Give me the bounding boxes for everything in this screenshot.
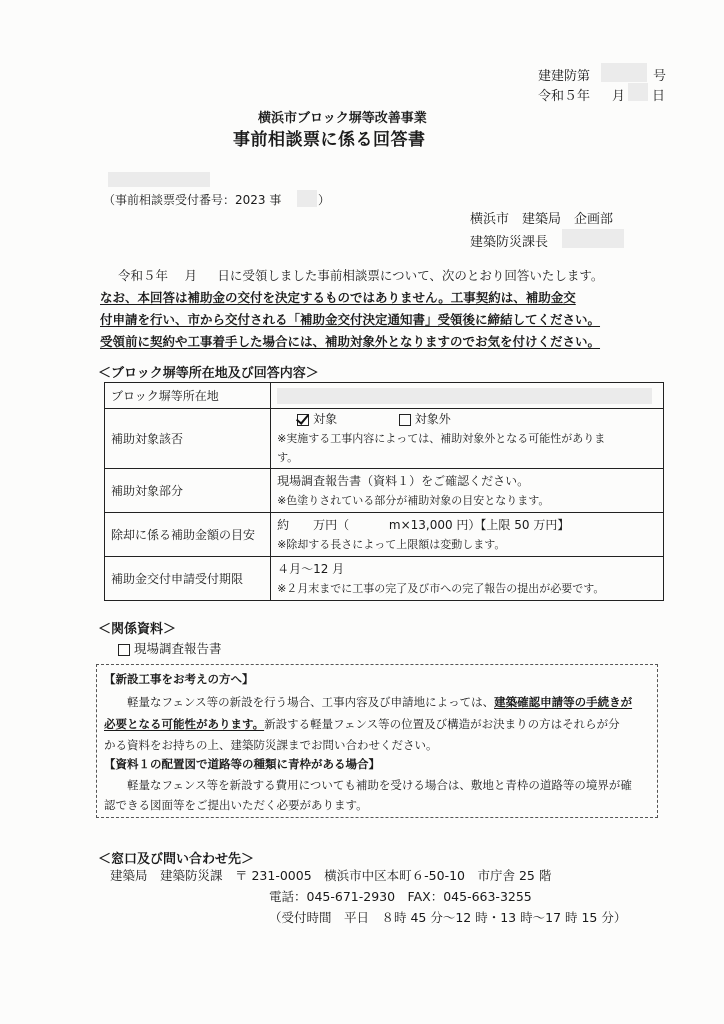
notice-emphasis-1: 建築確認申請等の手続きが [494, 695, 633, 709]
not-eligible-checkbox[interactable] [399, 414, 411, 426]
notice-line-2-text: 新設する軽量フェンス等の位置及び構造がお決まりの方はそれらが分 [264, 717, 620, 731]
contact-heading: ＜窓口及び問い合わせ先＞ [98, 852, 255, 867]
warning-line-3: 受領前に契約や工事着手した場合には、補助対象外となりますのでお気を付けください。 [100, 334, 601, 349]
table-row [105, 513, 664, 557]
notice-line-4: 軽量なフェンス等を新設する費用についても補助を受ける場合は、敷地と青枠の道路等の境界が確 [104, 778, 632, 792]
value-subsidy-part [271, 469, 664, 513]
document-number-prefix: 建建防第 [538, 69, 591, 84]
redacted-receipt-number [297, 190, 317, 207]
eligible-label: 対象 [313, 412, 338, 426]
label-subsidy-part: 補助対象部分 [105, 469, 271, 513]
answer-table [104, 382, 664, 601]
redacted-day [628, 83, 648, 101]
label-deadline: 補助金交付申請受付期限 [105, 557, 271, 601]
warning-line-2: 付申請を行い、市から交付される「補助金交付決定通知書」受領後に締結してください。 [100, 312, 601, 327]
table-heading: ＜ブロック塀等所在地及び回答内容＞ [98, 366, 319, 381]
notice-line-5: 認できる図面等をご提出いただく必要があります。 [104, 798, 368, 812]
notice-line-1-text: 軽量なフェンス等の新設を行う場合、工事内容及び申請地によっては、 [104, 695, 495, 709]
subsidy-part-note: ※色塗りされている部分が補助対象の目安となります。 [277, 493, 550, 507]
notice-heading-2: 【資料１の配置図で道路等の種類に青枠がある場合】 [104, 757, 380, 771]
related-item-checkbox[interactable] [118, 644, 130, 656]
issue-date-day: 日 [652, 89, 666, 104]
table-row [105, 557, 664, 601]
intro-text: 令和５年 月 日に受領しました事前相談票について、次のとおり回答いたします。 [118, 268, 604, 283]
contact-address: 建築局 建築防災課 〒 231-0005 横浜市中区本町６-50-10 市庁舎 25 階 [110, 868, 552, 883]
table-row [105, 409, 664, 469]
receipt-number: （事前相談票受付番号：2023 事 [103, 193, 282, 207]
redacted-document-number [601, 63, 647, 82]
related-item [118, 639, 222, 657]
amount-text: 約 万円（ m×13,000 円）【上限 50 万円】 [277, 517, 570, 532]
notice-box [96, 664, 658, 818]
issuer-department: 横浜市 建築局 企画部 [470, 212, 614, 227]
issuer-title: 建築防災課長 [470, 235, 549, 250]
issue-date-month: 月 [612, 89, 626, 104]
notice-heading-1: 【新設工事をお考えの方へ】 [104, 672, 254, 686]
value-deadline [271, 557, 664, 601]
eligibility-note-2: す。 [277, 451, 299, 464]
value-location [271, 383, 664, 409]
subsidy-part-text: 現場調査報告書（資料１）をご確認ください。 [277, 473, 530, 488]
redacted-location [277, 388, 652, 404]
notice-line-1 [104, 694, 632, 710]
label-eligibility: 補助対象該否 [105, 409, 271, 469]
redacted-issuer-name [562, 229, 624, 248]
warning-line-1: なお、本回答は補助金の交付を決定するものではありません。工事契約は、補助金交 [100, 290, 576, 305]
notice-line-2 [104, 716, 620, 732]
value-amount [271, 513, 664, 557]
issue-date-era: 令和５年 [538, 89, 591, 104]
label-amount: 除却に係る補助金額の目安 [105, 513, 271, 557]
receipt-number-close: ） [318, 193, 331, 207]
eligible-checkbox[interactable] [297, 414, 309, 426]
contact-hours: （受付時間 平日 ８時 45 分～12 時・13 時～17 時 15 分） [269, 910, 627, 925]
deadline-text: ４月～12 月 [277, 561, 345, 576]
not-eligible-label: 対象外 [414, 412, 451, 426]
deadline-note: ※２月末までに工事の完了及び市への完了報告の提出が必要です。 [277, 581, 605, 595]
eligibility-note-1: ※実施する工事内容によっては、補助対象外となる可能性がありま [277, 432, 606, 445]
related-heading: ＜関係資料＞ [98, 622, 177, 637]
document-title: 事前相談票に係る回答書 [233, 130, 426, 150]
label-location: ブロック塀等所在地 [105, 383, 271, 409]
notice-line-3: かる資料をお持ちの上、建築防災課までお問い合わせください。 [104, 738, 438, 752]
document-number-suffix: 号 [653, 69, 667, 84]
table-row [105, 469, 664, 513]
notice-emphasis-2: 必要となる可能性があります。 [104, 717, 265, 731]
contact-phone: 電話：045-671-2930 FAX：045-663-3255 [269, 889, 532, 904]
related-item-label: 現場調査報告書 [134, 641, 222, 656]
amount-note: ※除却する長さによって上限額は変動します。 [277, 537, 506, 551]
project-name: 横浜市ブロック塀等改善事業 [258, 111, 427, 126]
value-eligibility [271, 409, 664, 469]
table-row [105, 383, 664, 409]
redacted-recipient [108, 172, 210, 187]
